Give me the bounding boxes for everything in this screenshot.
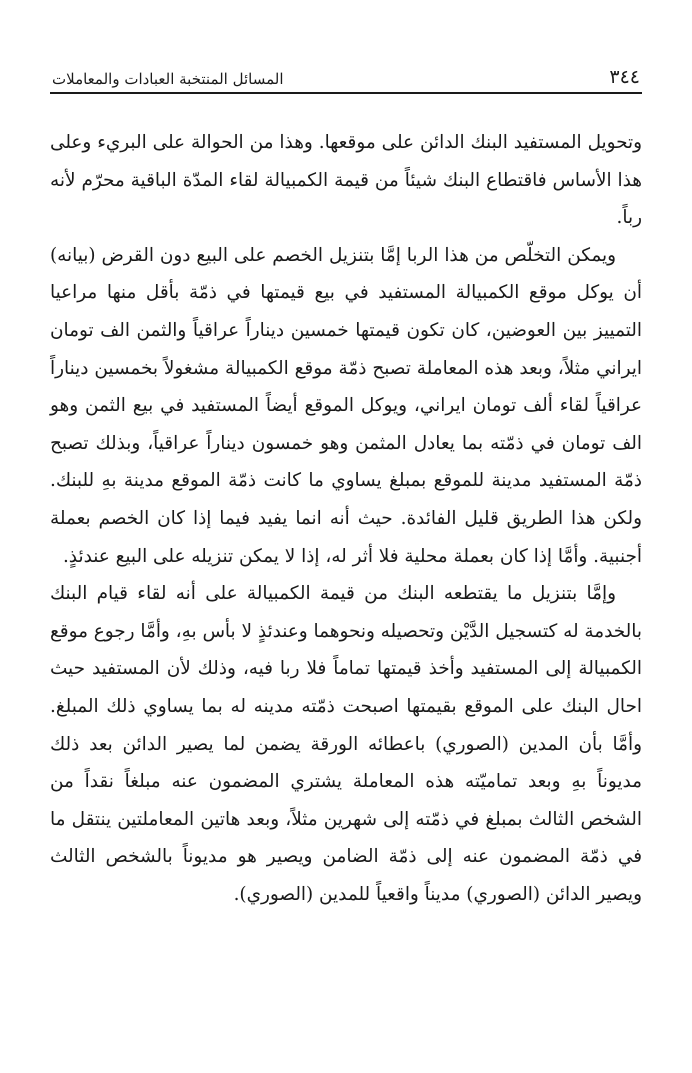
- paragraph: وإمَّا بتنزيل ما يقتطعه البنك من قيمة الكمبيالة على أنه لقاء قيام البنك بالخدمة له كتسجيل الدَّيْن وتحصيله ونحوهما وعندئذٍ لا بأس بهِ، وأمَّا رجوع موقع الكمبيالة إلى المستفيد وأخذ قيمتها تماماً فلا ربا فيه، وذلك لأن المستفيد حيث احال البنك على الموقع بقيمتها اصبحت ذمّته مدينه له بما يساوي ذلك المبلغ. وأمَّا بأن المدين (الصوري) باعطائه الورقة يضمن لما يصير الدائن بعد ذلك مديوناً بهِ وبعد تماميّته هذه المعاملة يشتري المضمون عنه مبلغاً نقداً من الشخص الثالث بمبلغ في ذمّته إلى شهرين مثلاً، وبعد هاتين المعاملتين ينتقل ما في ذمّة المضمون عنه إلى ذمّة الضامن ويصير هو مديوناً بالشخص الثالث ويصير الدائن (الصوري) مديناً واقعياً للمدين (الصوري).: [50, 583, 642, 905]
- paragraph: وتحويل المستفيد البنك الدائن على موقعها. وهذا من الحوالة على البريء وعلى هذا الأساس فاقتطاع البنك شيئاً من قيمة الكمبيالة لقاء المدّة الباقية محرّم لأنه رباً.: [50, 132, 642, 229]
- book-page: [50, 58, 642, 913]
- running-header-title: المسائل المنتخبة العبادات والمعاملات: [52, 70, 284, 88]
- page-number: ٣٤٤: [609, 66, 640, 88]
- running-header: [50, 58, 642, 94]
- body-text: [50, 124, 642, 913]
- paragraph: ويمكن التخلّص من هذا الربا إمَّا بتنزيل الخصم على البيع دون القرض (بيانه) أن يوكل موقع الكمبيالة المستفيد في بيع قيمتها في ذمّة بأقل منها مراعيا التمييز بين العوضين، كان تكون قيمتها خمسين ديناراً عراقياً والثمن الف تومان ايراني مثلاً، وبعد هذه المعاملة تصبح ذمّة موقع الكمبيالة مشغولاً بخمسين ديناراً عراقياً لقاء ألف تومان ايراني، ويوكل الموقع أيضاً المستفيد في بيع الثمن وهو الف تومان في ذمّته بما يعادل المثمن وهو خمسون ديناراً عراقياً، وبذلك تصبح ذمّة المستفيد مدينة للموقع بمبلغ يساوي ما كانت ذمّة الموقع مدينة بهِ للبنك. ولكن هذا الطريق قليل الفائدة. حيث أنه انما يفيد فيما إذا كان الخصم بعملة أجنبية. وأمَّا إذا كان بعملة محلية فلا أثر له، إذا لا يمكن تنزيله على البيع عندئذٍ.: [50, 244, 642, 567]
